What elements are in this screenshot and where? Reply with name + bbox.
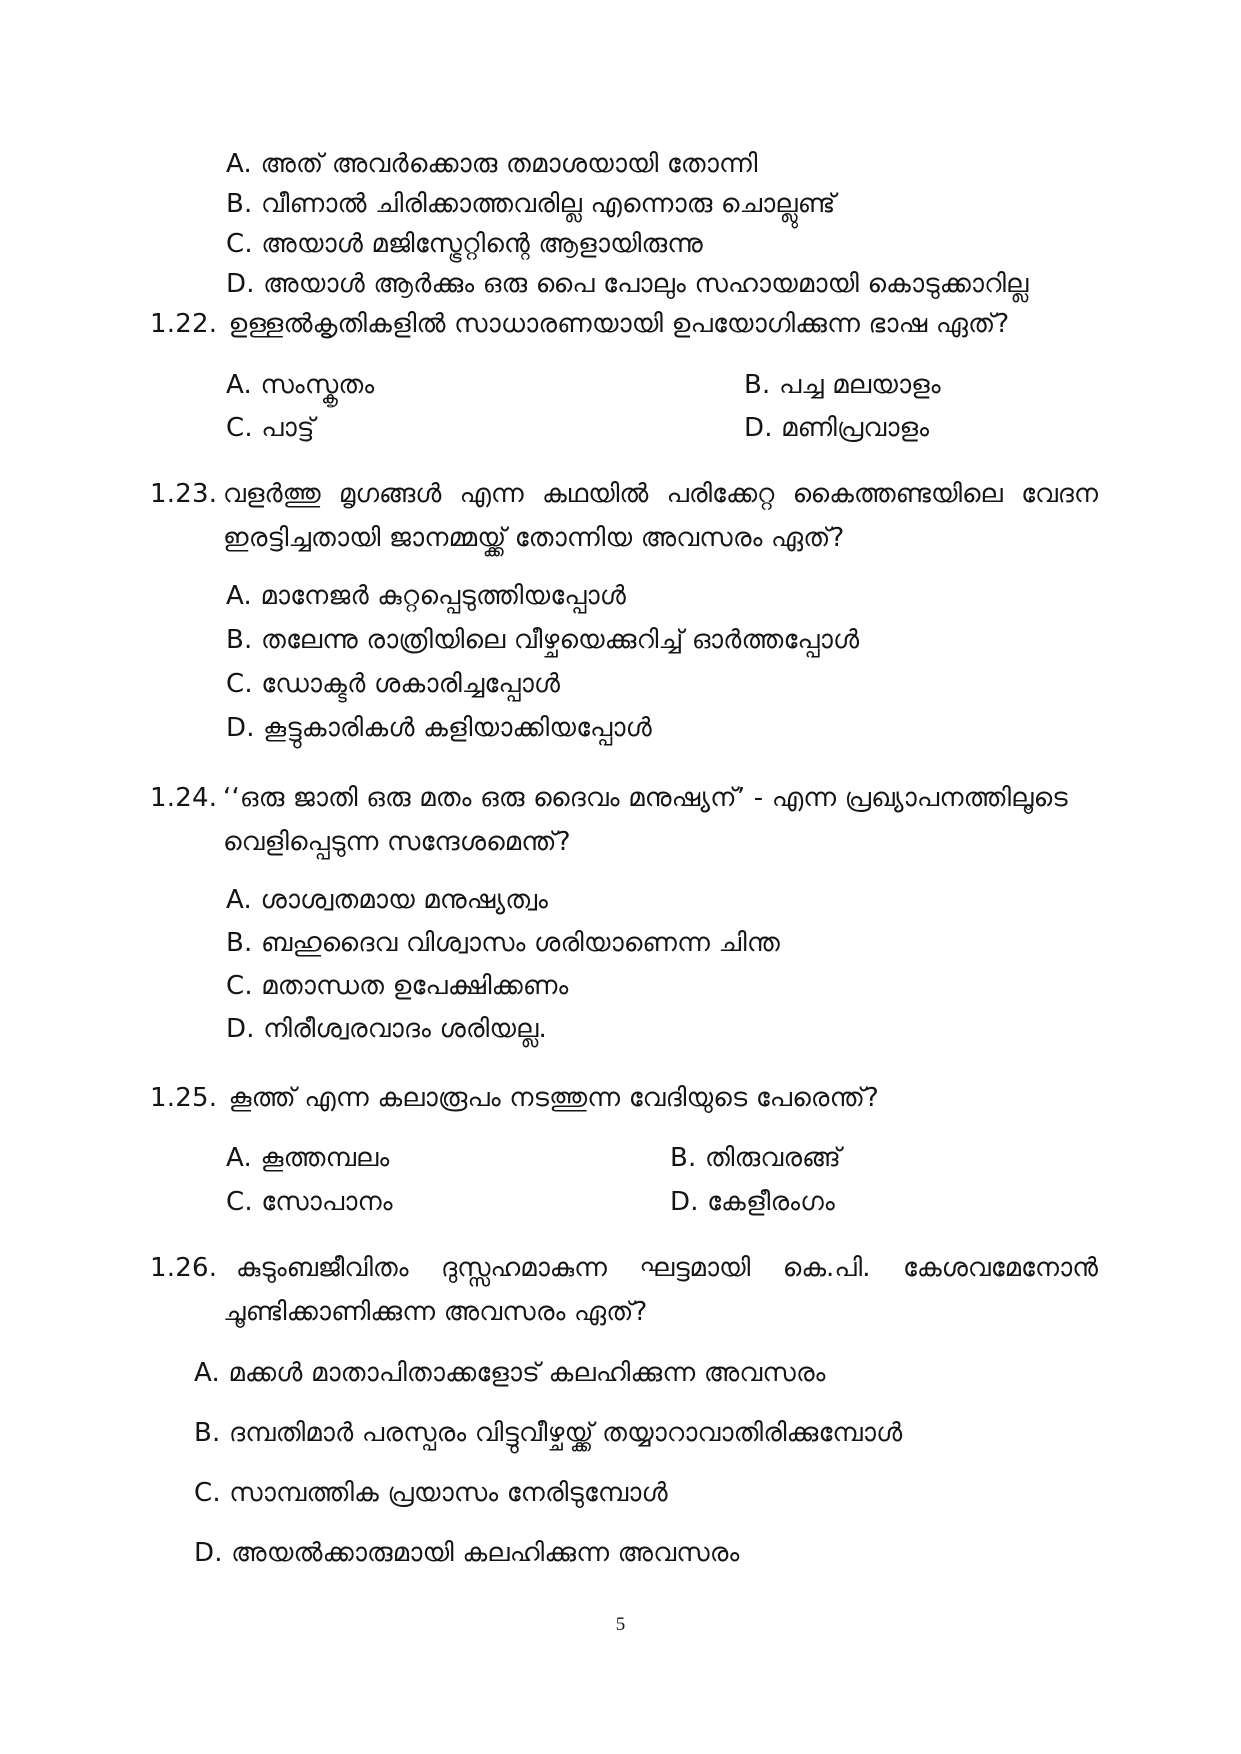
option-d: D. കൂട്ടുകാരികൾ കളിയാക്കിയപ്പോൾ bbox=[226, 713, 652, 743]
question-1-22 bbox=[150, 306, 1009, 342]
option-a: A. മക്കൾ മാതാപിതാക്കളോട് കലഹിക്കുന്ന അവസരം bbox=[194, 1358, 826, 1388]
carryover-option-c: C. അയാൾ മജിസ്ട്രേറ്റിന്റെ ആളായിരുന്നു bbox=[226, 229, 703, 259]
question-text-line-2: ഇരട്ടിച്ചതായി ജാനമ്മയ്ക്ക് തോന്നിയ അവസരം ഏത്? bbox=[223, 523, 845, 553]
option-d: D. അയൽക്കാരുമായി കലഹിക്കുന്ന അവസരം bbox=[194, 1538, 740, 1568]
option-a: A. മാനേജർ കുറ്റപ്പെടുത്തിയപ്പോൾ bbox=[226, 581, 627, 611]
option-b: B. തിരുവരങ്ങ് bbox=[670, 1143, 841, 1173]
option-b: B. ബഹുദൈവ വിശ്വാസം ശരിയാണെന്ന ചിന്ത bbox=[226, 928, 780, 958]
question-text-line-2: ചൂണ്ടിക്കാണിക്കുന്ന അവസരം ഏത്? bbox=[223, 1297, 648, 1327]
option-d: D. കേളീരംഗം bbox=[670, 1187, 835, 1217]
question-text-line-1: വളർത്തു മൃഗങ്ങൾ എന്ന കഥയിൽ പരിക്കേറ്റ കൈത്തണ്ടയിലെ വേദന bbox=[223, 479, 1098, 509]
option-d: D. മണിപ്രവാളം bbox=[744, 413, 930, 443]
question-number: 1.22. bbox=[150, 309, 218, 339]
option-c: C. സോപാനം bbox=[226, 1187, 393, 1217]
option-b: B. പച്ച മലയാളം bbox=[744, 370, 941, 400]
option-a: A. ശാശ്വതമായ മനുഷ്യത്വം bbox=[226, 885, 549, 915]
carryover-option-d: D. അയാൾ ആർക്കും ഒരു പൈ പോലും സഹായമായി കൊടുക്കാറില്ല bbox=[226, 269, 1029, 299]
question-text-line-1: കുടുംബജീവിതം ദുസ്സഹമാകുന്ന ഘട്ടമായി കെ.പി. കേശവമേനോൻ bbox=[236, 1253, 1098, 1283]
page-number: 5 bbox=[615, 1614, 626, 1635]
question-number: 1.25. bbox=[150, 1083, 218, 1113]
option-d: D. നിരീശ്വരവാദം ശരിയല്ല. bbox=[226, 1014, 548, 1044]
question-number-1-23: 1.23. bbox=[150, 479, 218, 509]
question-text: കൂത്ത് എന്ന കലാരൂപം നടത്തുന്ന വേദിയുടെ പേരെന്ത്? bbox=[228, 1083, 880, 1113]
question-number-1-24: 1.24. bbox=[150, 783, 218, 813]
option-c: C. പാട്ട് bbox=[226, 413, 315, 443]
option-b: B. ദമ്പതിമാർ പരസ്പരം വിട്ടുവീഴ്ചയ്ക്ക് തയ്യാറാവാതിരിക്കുമ്പോൾ bbox=[194, 1418, 903, 1448]
option-a: A. കൂത്തമ്പലം bbox=[226, 1143, 390, 1173]
question-text-line-1: ‘‘ഒരു ജാതി ഒരു മതം ഒരു ദൈവം മനുഷ്യന്’ - എന്ന പ്രഖ്യാപനത്തിലൂടെ bbox=[223, 783, 1068, 813]
option-c: C. ഡോക്ടർ ശകാരിച്ചപ്പോൾ bbox=[226, 669, 561, 699]
question-1-25 bbox=[150, 1080, 879, 1116]
question-text: ഉള്ളൽകൃതികളിൽ സാധാരണയായി ഉപയോഗിക്കുന്ന ഭാഷ ഏത്? bbox=[228, 309, 1010, 339]
question-number-1-26: 1.26. bbox=[150, 1253, 218, 1283]
option-c: C. സാമ്പത്തിക പ്രയാസം നേരിടുമ്പോൾ bbox=[194, 1478, 668, 1508]
option-c: C. മതാന്ധത ഉപേക്ഷിക്കണം bbox=[226, 971, 569, 1001]
carryover-option-b: B. വീണാൽ ചിരിക്കാത്തവരില്ല എന്നൊരു ചൊല്ലുണ്ട് bbox=[226, 189, 836, 219]
carryover-option-a: A. അത് അവർക്കൊരു തമാശയായി തോന്നി bbox=[226, 149, 758, 179]
option-b: B. തലേന്നു രാത്രിയിലെ വീഴ്ചയെക്കുറിച്ച് ഓർത്തപ്പോൾ bbox=[226, 625, 860, 655]
option-a: A. സംസ്കൃതം bbox=[226, 370, 375, 400]
question-text-line-2: വെളിപ്പെടുന്ന സന്ദേശമെന്ത്? bbox=[223, 827, 571, 857]
